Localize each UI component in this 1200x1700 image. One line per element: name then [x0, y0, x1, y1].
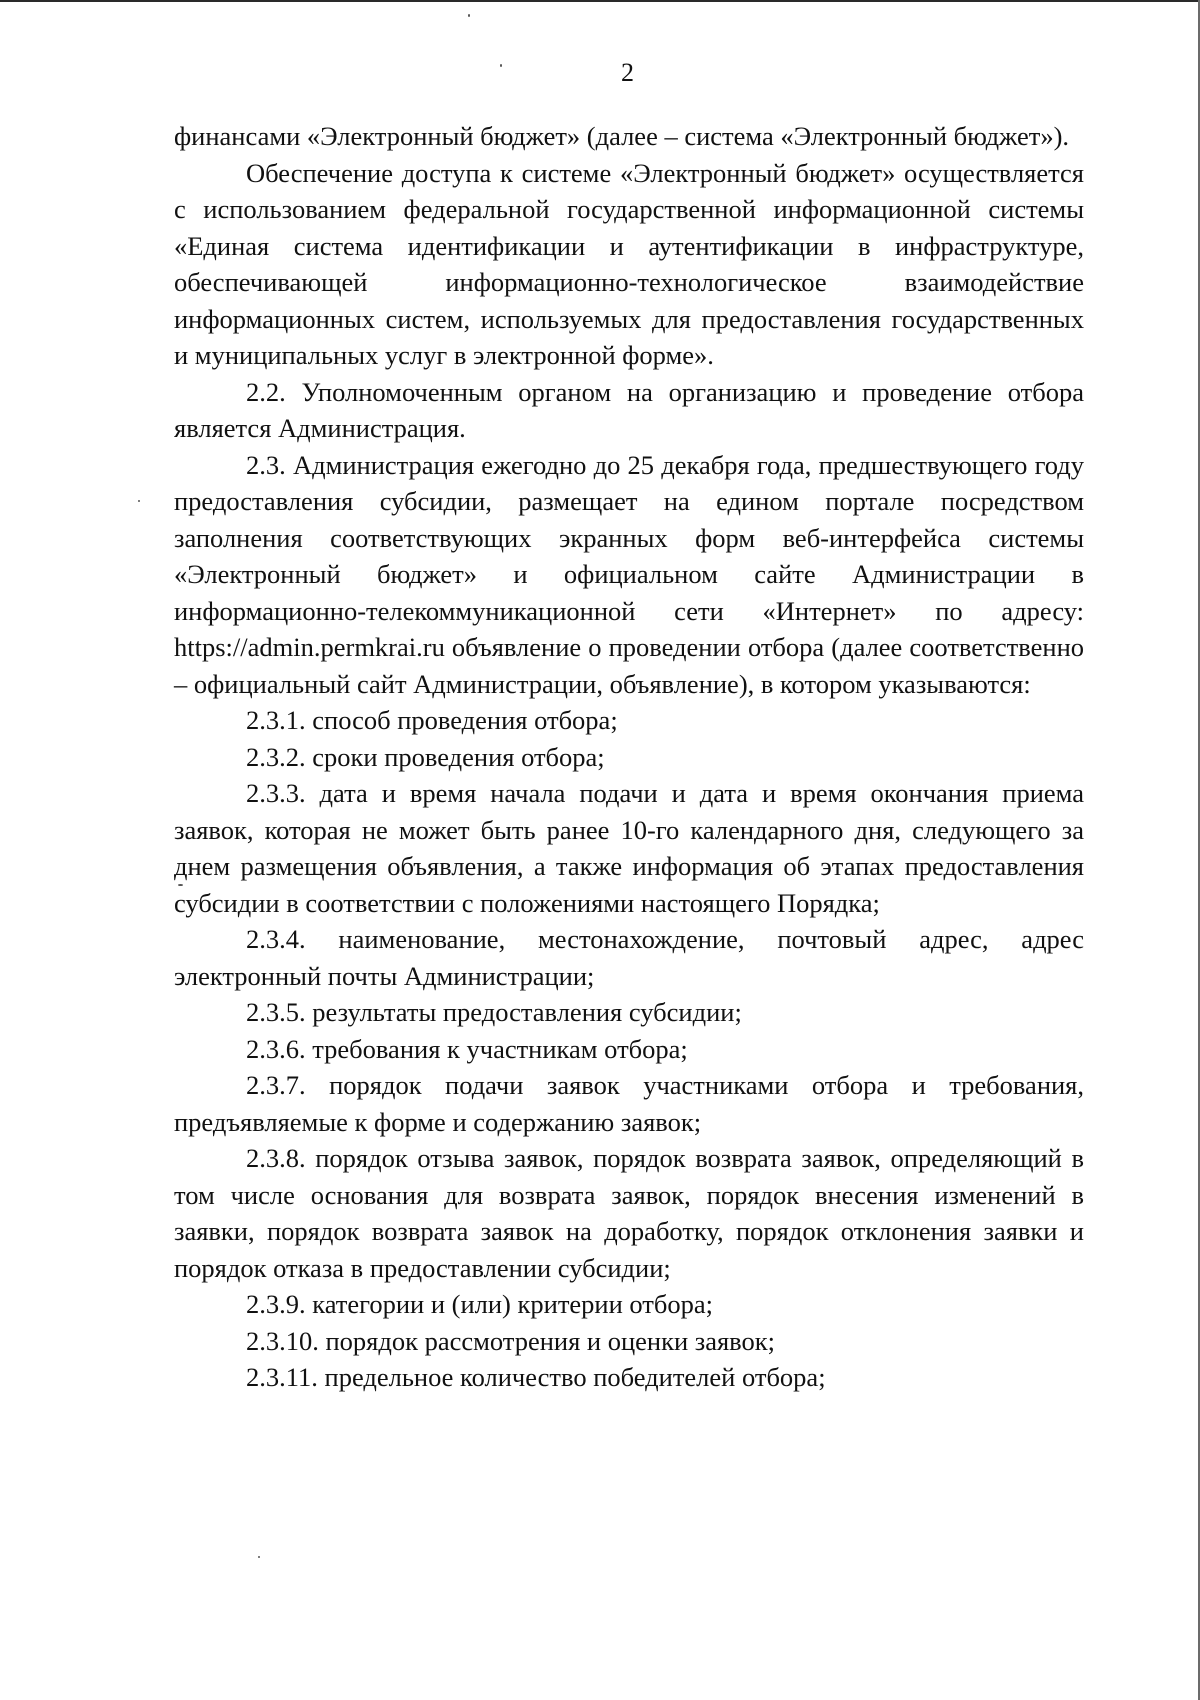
- list-item-2-3-1: 2.3.1. способ проведения отбора;: [246, 705, 618, 735]
- list-item-2-3-7: 2.3.7. порядок подачи заявок участниками отбора и требования, предъявляемые к форме и содержанию заявок;: [174, 1070, 1084, 1137]
- scan-speck: [468, 14, 470, 17]
- scan-speck: [138, 500, 140, 502]
- page-number: 2: [621, 58, 634, 87]
- list-item-2-3-5: 2.3.5. результаты предоставления субсидии;: [246, 997, 742, 1027]
- page-top-edge: [0, 0, 1200, 2]
- document-body: [174, 118, 1084, 1396]
- list-item-2-3-9: 2.3.9. категории и (или) критерии отбора;: [246, 1289, 713, 1319]
- list-item-2-3-4: 2.3.4. наименование, местонахождение, почтовый адрес, адрес электронный почты Администрации;: [174, 924, 1084, 991]
- list-item-2-3-3: 2.3.3. дата и время начала подачи и дата и время окончания приема заявок, которая не может быть ранее 10-го календарного дня, следующего за днем размещения объявления, а также информация об этапах предоставления субсидии в соответствии с положениями настоящего Порядка;: [174, 778, 1084, 918]
- paragraph-2-2: 2.2. Уполномоченным органом на организацию и проведение отбора является Администрация.: [174, 376, 1084, 443]
- paragraph-intro-continuation: финансами «Электронный бюджет» (далее – система «Электронный бюджет»).: [174, 121, 1070, 151]
- list-item-2-3-10: 2.3.10. порядок рассмотрения и оценки заявок;: [246, 1325, 776, 1356]
- list-item-2-3-6: 2.3.6. требования к участникам отбора;: [246, 1033, 688, 1064]
- list-item-2-3-2: 2.3.2. сроки проведения отбора;: [246, 741, 605, 772]
- scan-speck: [258, 1556, 260, 1558]
- paragraph-access: Обеспечение доступа к системе «Электронный бюджет» осуществляется с использованием федеральной государственной информационной системы «Единая система идентификации и аутентификации в инфраструктуре, обеспечивающей информационно-технологическое взаимодействие информационных систем, используемых для предоставления государственных и муниципальных услуг в электронной форме».: [174, 157, 1084, 370]
- list-item-2-3-8: 2.3.8. порядок отзыва заявок, порядок возврата заявок, определяющий в том числе основания для возврата заявок, порядок внесения изменений в заявки, порядок возврата заявок на доработку, порядок отклонения заявки и порядок отказа в предоставлении субсидии;: [174, 1143, 1084, 1283]
- paragraph-2-3: 2.3. Администрация ежегодно до 25 декабря года, предшествующего году предоставления субсидии, размещает на едином портале посредством заполнения соответствующих экранных форм веб-интерфейса системы «Электронный бюджет» и официальном сайте Администрации в информационно-телекоммуникационной сети «Интернет» по адресу: https://admin.permkrai.ru объявление о проведении отбора (далее соответственно – официальный сайт Администрации, объявление), в котором указываются:: [174, 449, 1084, 699]
- list-item-2-3-11: 2.3.11. предельное количество победителей отбора;: [246, 1362, 826, 1392]
